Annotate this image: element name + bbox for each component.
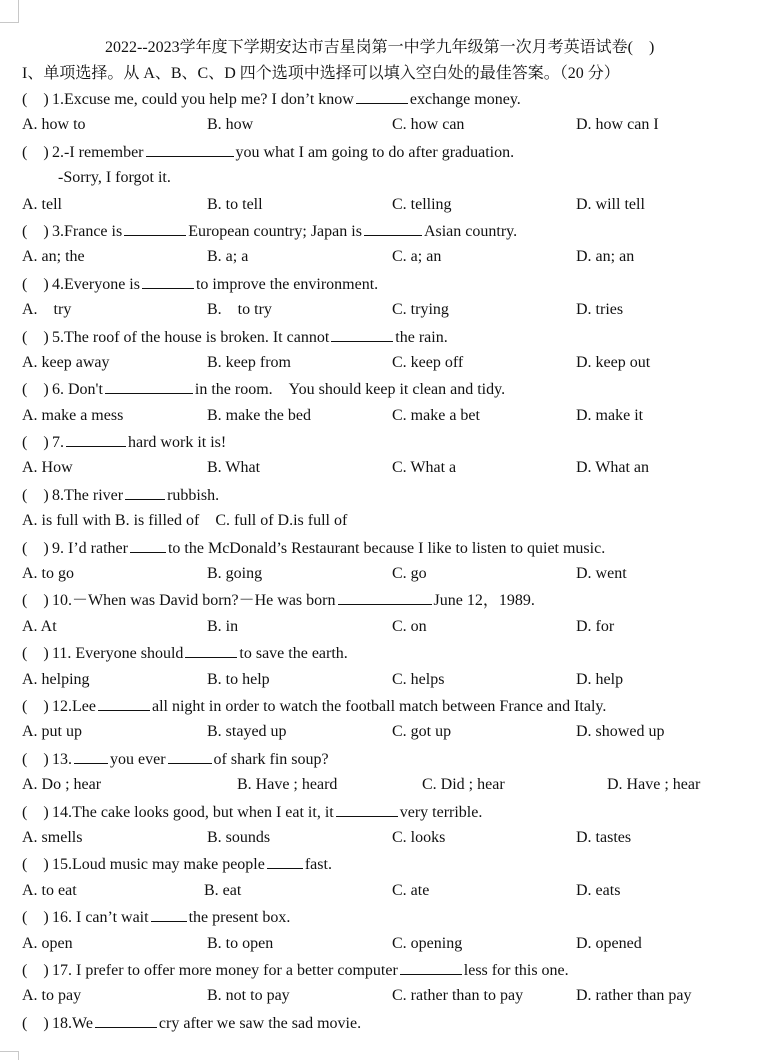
option-a: A. At bbox=[22, 617, 57, 635]
question-row bbox=[22, 640, 762, 666]
option-d: D. keep out bbox=[576, 353, 651, 371]
answer-blank bbox=[105, 376, 193, 394]
option-d: D. will tell bbox=[576, 195, 645, 213]
option-c: C. telling bbox=[392, 195, 452, 213]
option-c: C. a; an bbox=[392, 248, 442, 266]
question-text: to save the earth. bbox=[239, 645, 348, 663]
question-text: to improve the environment. bbox=[195, 275, 379, 293]
option-d: D. make it bbox=[576, 406, 644, 424]
answer-paren: ( ) bbox=[22, 143, 49, 161]
answer-paren: ( ) bbox=[22, 539, 49, 557]
option-a: A. to pay bbox=[22, 987, 82, 1005]
question-text: 2.-I remember bbox=[52, 143, 144, 161]
answer-paren: ( ) bbox=[22, 592, 49, 610]
question-text: cry after we saw the sad movie. bbox=[158, 1014, 362, 1032]
answer-paren: ( ) bbox=[22, 328, 49, 346]
option-a: A. smells bbox=[22, 828, 83, 846]
question-row bbox=[22, 746, 762, 772]
question-text: 15.Loud music may make people bbox=[52, 856, 265, 874]
question-text: exchange money. bbox=[409, 91, 521, 108]
option-b: B. eat bbox=[204, 881, 242, 899]
options-row bbox=[22, 983, 762, 1009]
question-row bbox=[22, 218, 762, 244]
question-continuation: -Sorry, I forgot it. bbox=[58, 169, 171, 187]
option-a: A. tell bbox=[22, 195, 62, 213]
option-b: B. Have ; heard bbox=[237, 776, 338, 794]
option-c: C. got up bbox=[392, 723, 452, 741]
question-text: 8.The river bbox=[52, 486, 124, 504]
option-a: A. put up bbox=[22, 723, 82, 741]
answer-paren: ( ) bbox=[22, 803, 49, 821]
option-b: B. in bbox=[207, 617, 239, 635]
question-row bbox=[22, 851, 762, 877]
option-a: A. to eat bbox=[22, 881, 77, 899]
options-row bbox=[22, 561, 762, 587]
options-row bbox=[22, 825, 762, 851]
answer-blank bbox=[338, 587, 432, 605]
answer-blank bbox=[151, 904, 187, 922]
option-d: D. opened bbox=[576, 934, 642, 952]
question-row bbox=[22, 693, 762, 719]
option-b: B. going bbox=[207, 565, 263, 583]
answer-blank bbox=[364, 218, 422, 236]
question-row bbox=[22, 86, 762, 112]
option-c: C. go bbox=[392, 565, 427, 583]
answer-blank bbox=[267, 851, 303, 869]
question-row bbox=[22, 376, 762, 402]
question-text: 6. Don't bbox=[52, 381, 103, 399]
answer-paren: ( ) bbox=[22, 909, 49, 927]
option-c: C. trying bbox=[392, 301, 449, 319]
question-text: Asian country. bbox=[423, 222, 518, 240]
option-d: D. for bbox=[576, 617, 615, 635]
question-list bbox=[22, 86, 762, 1036]
question-text: 16. I can’t wait bbox=[52, 909, 149, 927]
answer-blank bbox=[356, 86, 408, 104]
question-row bbox=[22, 799, 762, 825]
question-text: the rain. bbox=[395, 328, 448, 346]
answer-paren: ( ) bbox=[22, 91, 49, 108]
question-text: 1.Excuse me, could you help me? I don’t know bbox=[52, 91, 354, 108]
option-a: A. try bbox=[22, 301, 72, 319]
options-row bbox=[22, 244, 762, 270]
question-text: 17. I prefer to offer more money for a better computer bbox=[52, 961, 398, 979]
question-row bbox=[22, 271, 762, 297]
question-text: 12.Lee bbox=[52, 697, 96, 715]
question-text: hard work it is! bbox=[128, 434, 227, 452]
answer-blank bbox=[98, 693, 150, 711]
answer-paren: ( ) bbox=[22, 486, 49, 504]
answer-blank bbox=[74, 746, 108, 764]
option-c: C. keep off bbox=[392, 353, 464, 371]
answer-paren: ( ) bbox=[22, 750, 49, 768]
answer-paren: ( ) bbox=[22, 961, 49, 979]
options-row bbox=[22, 297, 762, 323]
option-d: D. Have ; hear bbox=[607, 776, 701, 794]
options-row bbox=[22, 403, 762, 429]
option-d: D. tastes bbox=[576, 828, 632, 846]
option-a: A. Do ; hear bbox=[22, 776, 102, 794]
option-b: B. make the bed bbox=[207, 406, 311, 424]
option-d: D. showed up bbox=[576, 723, 665, 741]
answer-blank bbox=[95, 1010, 157, 1028]
options-row bbox=[22, 112, 762, 138]
option-c: C. Did ; hear bbox=[422, 776, 505, 794]
options-row bbox=[22, 667, 762, 693]
answer-blank bbox=[168, 746, 212, 764]
section-instructions: I、单项选择。从 A、B、C、D 四个选项中选择可以填入空白处的最佳答案。（20 分） bbox=[22, 65, 620, 82]
option-line: A. is full with B. is filled of C. full of D.is full of bbox=[22, 512, 348, 530]
answer-paren: ( ) bbox=[22, 275, 49, 293]
answer-paren: ( ) bbox=[22, 381, 49, 399]
answer-blank bbox=[66, 429, 126, 447]
option-b: B. keep from bbox=[207, 353, 291, 371]
option-b: B. to open bbox=[207, 934, 274, 952]
options-row bbox=[22, 455, 762, 481]
question-text: European country; Japan is bbox=[188, 222, 362, 240]
question-text: of shark fin soup? bbox=[213, 750, 329, 768]
answer-blank bbox=[130, 535, 166, 553]
question-row bbox=[22, 429, 762, 455]
option-a: A. How bbox=[22, 459, 73, 477]
option-b: B. how bbox=[207, 116, 254, 134]
question-text: you ever bbox=[110, 750, 166, 768]
question-text: 4.Everyone is bbox=[52, 275, 140, 293]
question-text: June 12，1989. bbox=[433, 592, 535, 610]
question-text: 3.France is bbox=[52, 222, 123, 240]
question-row bbox=[22, 957, 762, 983]
options-row bbox=[22, 192, 762, 218]
question-text: fast. bbox=[304, 856, 332, 874]
option-a: A. open bbox=[22, 934, 73, 952]
option-c: C. how can bbox=[392, 116, 465, 134]
option-b: B. to tell bbox=[207, 195, 263, 213]
question-row bbox=[22, 587, 762, 613]
option-c: C. make a bet bbox=[392, 406, 480, 424]
answer-blank bbox=[142, 271, 194, 289]
option-d: D. tries bbox=[576, 301, 624, 319]
question-row bbox=[22, 1010, 762, 1036]
option-d: D. went bbox=[576, 565, 627, 583]
question-text: to the McDonald’s Restaurant because I like to listen to quiet music. bbox=[167, 539, 606, 557]
question-text: rubbish. bbox=[167, 486, 220, 504]
question-text: 9. I’d rather bbox=[52, 539, 128, 557]
crop-mark-top bbox=[0, 0, 19, 23]
options-row bbox=[22, 719, 762, 745]
question-text: less for this one. bbox=[463, 961, 569, 979]
answer-blank bbox=[400, 957, 462, 975]
option-a: A. to go bbox=[22, 565, 74, 583]
question-text: 18.We bbox=[52, 1014, 93, 1032]
question-text: 13. bbox=[52, 750, 72, 768]
option-b: B. What bbox=[207, 459, 261, 477]
option-b: B. not to pay bbox=[207, 987, 290, 1005]
option-a: A. an; the bbox=[22, 248, 85, 266]
option-d: D. rather than pay bbox=[576, 987, 692, 1005]
question-text: the present box. bbox=[188, 909, 291, 927]
options-row bbox=[22, 878, 762, 904]
option-c: C. opening bbox=[392, 934, 463, 952]
question-text: all night in order to watch the football match between France and Italy. bbox=[151, 697, 607, 715]
answer-paren: ( ) bbox=[22, 1014, 49, 1032]
option-c: C. ate bbox=[392, 881, 430, 899]
question-row bbox=[22, 139, 762, 165]
option-a: A. how to bbox=[22, 116, 86, 134]
answer-paren: ( ) bbox=[22, 856, 49, 874]
options-row bbox=[22, 931, 762, 957]
question-text: in the room. You should keep it clean and tidy. bbox=[194, 381, 506, 399]
answer-blank bbox=[331, 324, 393, 342]
option-d: D. help bbox=[576, 670, 624, 688]
option-a: A. helping bbox=[22, 670, 90, 688]
answer-paren: ( ) bbox=[22, 434, 49, 452]
question-row bbox=[22, 904, 762, 930]
question-text: 5.The roof of the house is broken. It cannot bbox=[52, 328, 330, 346]
answer-paren: ( ) bbox=[22, 697, 49, 715]
option-d: D. What an bbox=[576, 459, 650, 477]
option-c: C. on bbox=[392, 617, 427, 635]
question-row bbox=[22, 324, 762, 350]
option-c: C. looks bbox=[392, 828, 446, 846]
options-row bbox=[22, 350, 762, 376]
crop-mark-bottom bbox=[0, 1051, 19, 1060]
option-a: A. make a mess bbox=[22, 406, 124, 424]
exam-title: 2022--2023学年度下学期安达市吉星岗第一中学九年级第一次月考英语试卷( ) bbox=[105, 39, 655, 56]
option-b: B. to help bbox=[207, 670, 270, 688]
option-b: B. a; a bbox=[207, 248, 249, 266]
question-row bbox=[22, 535, 762, 561]
question-text: 7. bbox=[52, 434, 64, 452]
answer-blank bbox=[336, 799, 398, 817]
option-c: C. rather than to pay bbox=[392, 987, 524, 1005]
question-row bbox=[22, 482, 762, 508]
option-b: B. stayed up bbox=[207, 723, 287, 741]
options-row bbox=[22, 772, 762, 798]
answer-blank bbox=[146, 139, 234, 157]
question-text: 14.The cake looks good, but when I eat it, it bbox=[52, 803, 334, 821]
question-text: 10.－When was David born?－He was born bbox=[52, 592, 336, 610]
option-c: C. What a bbox=[392, 459, 457, 477]
option-d: D. an; an bbox=[576, 248, 635, 266]
answer-paren: ( ) bbox=[22, 645, 49, 663]
option-a: A. keep away bbox=[22, 353, 110, 371]
option-b: B. sounds bbox=[207, 828, 271, 846]
option-c: C. helps bbox=[392, 670, 445, 688]
option-d: D. eats bbox=[576, 881, 621, 899]
answer-paren: ( ) bbox=[22, 222, 49, 240]
option-b: B. to try bbox=[207, 301, 272, 319]
option-d: D. how can I bbox=[576, 116, 659, 134]
options-row bbox=[22, 614, 762, 640]
answer-blank bbox=[124, 218, 186, 236]
question-text: 11. Everyone should bbox=[52, 645, 184, 663]
question-text: very terrible. bbox=[399, 803, 483, 821]
question-text: you what I am going to do after graduation. bbox=[235, 143, 515, 161]
answer-blank bbox=[125, 482, 165, 500]
answer-blank bbox=[185, 640, 237, 658]
